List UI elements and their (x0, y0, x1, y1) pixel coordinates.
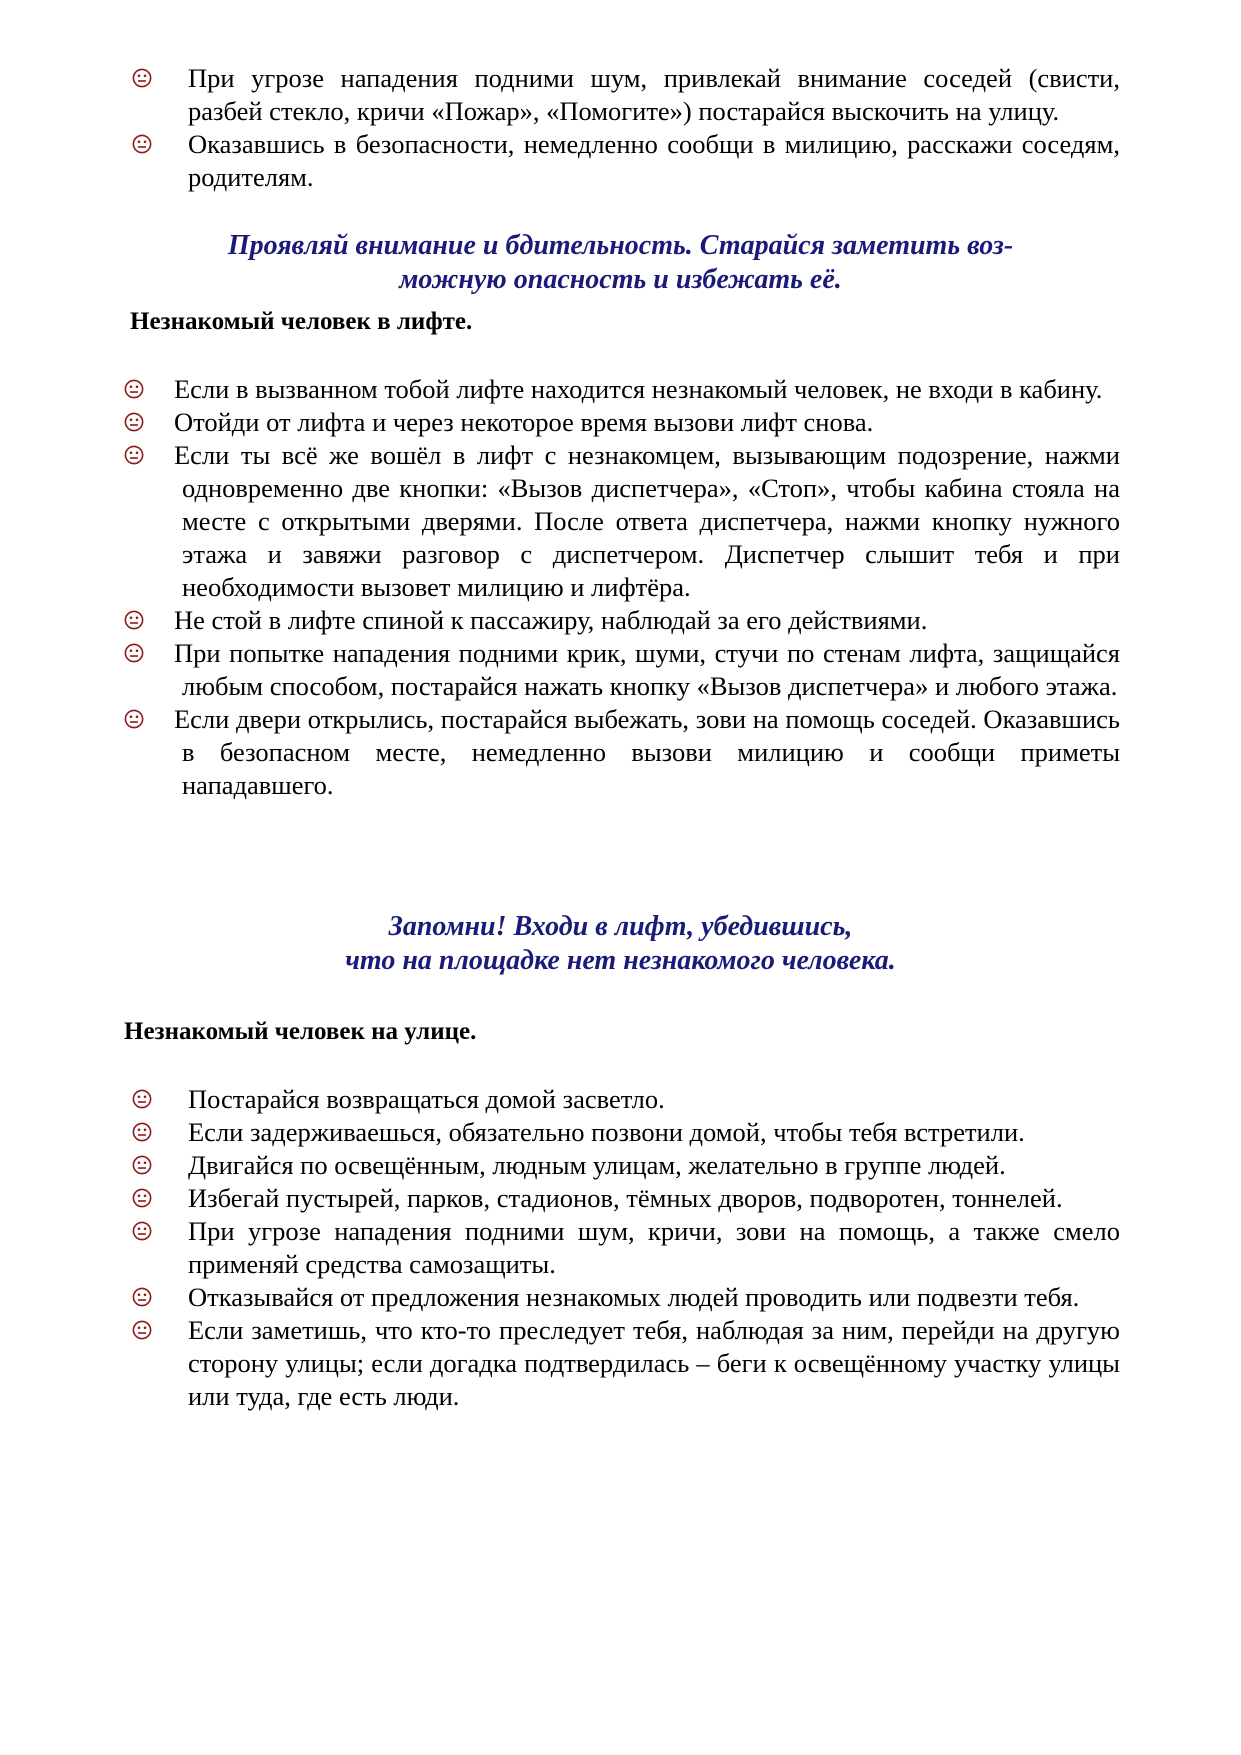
street-bullet-item-text: Двигайся по освещённым, людным улицам, желательно в группе людей. (188, 1150, 1006, 1180)
intro-bullet-item-text: Оказавшись в безопасности, немедленно сообщи в милицию, расскажи соседям, родителям. (188, 129, 1120, 192)
neutral-face-icon (124, 379, 144, 399)
intro-bullet-item (130, 62, 1120, 128)
lift-bullet-item-text: При попытке нападения подними крик, шуми, стучи по стенам лифта, защищайся любым способом, постарайся нажать кнопку «Вызов диспетчера» и любого этажа. (174, 638, 1120, 701)
lift-bullet-item (122, 703, 1120, 802)
intro-bullet-list (130, 62, 1120, 194)
lift-bullet-item (122, 439, 1120, 604)
street-bullet-item (130, 1116, 1120, 1149)
neutral-face-icon (124, 709, 144, 729)
neutral-face-icon (132, 1122, 152, 1142)
neutral-face-icon (132, 1320, 152, 1340)
neutral-face-icon (124, 412, 144, 432)
neutral-face-icon (132, 1155, 152, 1175)
lift-bullet-item (122, 373, 1120, 406)
neutral-face-icon (124, 445, 144, 465)
neutral-face-icon (132, 1287, 152, 1307)
intro-bullet-item-text: При угрозе нападения подними шум, привлекай внимание соседей (свисти, разбей стекло, кричи «Пожар», «Помогите») постарайся выскочить на улицу. (188, 63, 1120, 126)
street-bullet-item (130, 1083, 1120, 1116)
lift-bullet-item-text: Если двери открылись, постарайся выбежать, зови на помощь соседей. Оказавшись в безопасном месте, немедленно вызови милицию и сообщи приметы нападавшего. (174, 704, 1120, 800)
lift-bullet-item (122, 604, 1120, 637)
lift-bullet-list (122, 373, 1120, 802)
intro-bullet-item (130, 128, 1120, 194)
motto-remember (0, 910, 1241, 978)
street-bullet-item (130, 1149, 1120, 1182)
neutral-face-icon (124, 610, 144, 630)
lift-bullet-item (122, 406, 1120, 439)
motto-remember-line-1: Запомни! Входи в лифт, убедившись, (388, 911, 853, 942)
street-section-heading: Незнакомый человек на улице. (124, 1018, 477, 1045)
neutral-face-icon (132, 68, 152, 88)
street-bullet-list (130, 1083, 1120, 1413)
lift-bullet-item-text: Не стой в лифте спиной к пассажиру, наблюдай за его действиями. (174, 605, 928, 635)
lift-bullet-item-text: Отойди от лифта и через некоторое время вызови лифт снова. (174, 407, 874, 437)
lift-bullet-item (122, 637, 1120, 703)
neutral-face-icon (132, 1188, 152, 1208)
street-bullet-item (130, 1182, 1120, 1215)
street-bullet-item-text: При угрозе нападения подними шум, кричи, зови на помощь, а также смело применяй средства самозащиты. (188, 1216, 1120, 1279)
neutral-face-icon (132, 1089, 152, 1109)
street-bullet-item (130, 1281, 1120, 1314)
street-bullet-item-text: Отказывайся от предложения незнакомых людей проводить или подвезти тебя. (188, 1282, 1080, 1312)
street-bullet-item (130, 1314, 1120, 1413)
lift-bullet-item-text: Если ты всё же вошёл в лифт с незнакомцем, вызывающим подозрение, нажми одновременно две кнопки: «Вызов диспетчера», «Стоп», чтобы кабина стояла на месте с открытыми дверями. После ответа диспетчера, нажми кнопку нужного этажа и завяжи разговор с диспетчером. Диспетчер слышит тебя и при необходимости вызовет милицию и лифтёра. (174, 440, 1120, 602)
lift-bullet-item-text: Если в вызванном тобой лифте находится незнакомый человек, не входи в кабину. (174, 374, 1103, 404)
neutral-face-icon (124, 643, 144, 663)
neutral-face-icon (132, 134, 152, 154)
motto-vigilance-line-2: можную опасность и избежать её. (399, 264, 842, 295)
street-bullet-item (130, 1215, 1120, 1281)
street-bullet-item-text: Если заметишь, что кто-то преследует тебя, наблюдая за ним, перейди на другую сторону улицы; если догадка подтвердилась – беги к освещённому участку улицы или туда, где есть люди. (188, 1315, 1120, 1411)
neutral-face-icon (132, 1221, 152, 1241)
street-bullet-item-text: Постарайся возвращаться домой засветло. (188, 1084, 665, 1114)
street-bullet-item-text: Избегай пустырей, парков, стадионов, тёмных дворов, подворотен, тоннелей. (188, 1183, 1063, 1213)
lift-section-heading: Незнакомый человек в лифте. (130, 308, 473, 335)
street-bullet-item-text: Если задерживаешься, обязательно позвони домой, чтобы тебя встретили. (188, 1117, 1025, 1147)
motto-vigilance (0, 229, 1241, 297)
motto-remember-line-2: что на площадке нет незнакомого человека. (345, 945, 896, 976)
motto-vigilance-line-1: Проявляй внимание и бдительность. Старайся заметить воз- (227, 230, 1014, 261)
